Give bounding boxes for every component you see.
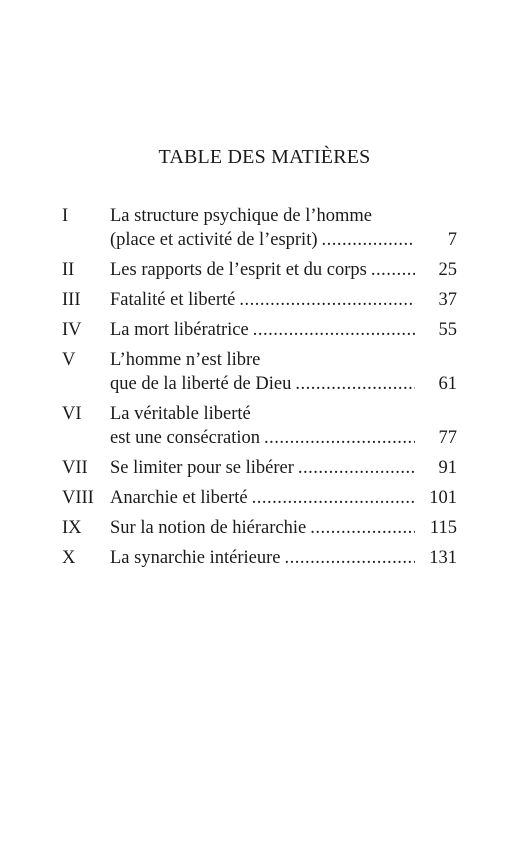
- chapter-title-line: La synarchie intérieure: [110, 548, 281, 568]
- chapter-title-block: [110, 486, 457, 510]
- chapter-title-final-line: [110, 516, 457, 540]
- toc-entry: [62, 204, 457, 252]
- chapter-title-line: (place et activité de l’esprit): [110, 230, 318, 250]
- chapter-numeral: VII: [62, 458, 88, 478]
- toc-entry: [62, 402, 457, 450]
- chapter-title-final-line: [110, 372, 457, 396]
- chapter-title-final-line: [110, 318, 457, 342]
- page-number: 55: [438, 320, 457, 340]
- chapter-numeral: VIII: [62, 488, 94, 508]
- page-number: 61: [438, 374, 457, 394]
- chapter-title-line: Se limiter pour se libérer: [110, 458, 294, 478]
- page-number: 131: [429, 548, 457, 568]
- chapter-numeral: II: [62, 260, 75, 280]
- chapter-title-final-line: [110, 426, 457, 450]
- chapter-title-block: [110, 258, 457, 282]
- chapter-title-final-line: [110, 546, 457, 570]
- toc-entry: [62, 516, 457, 540]
- toc-entry: [62, 288, 457, 312]
- chapter-title-final-line: [110, 486, 457, 510]
- page-title: TABLE DES MATIÈRES: [158, 146, 371, 168]
- dot-leader: [322, 228, 415, 252]
- table-of-contents: [62, 204, 457, 576]
- chapter-title-line: Sur la notion de hiérarchie: [110, 518, 307, 538]
- chapter-title-line: que de la liberté de Dieu: [110, 374, 292, 394]
- toc-entry: [62, 546, 457, 570]
- toc-entry: [62, 348, 457, 396]
- chapter-numeral: VI: [62, 404, 82, 424]
- chapter-title-final-line: [110, 456, 457, 480]
- chapter-title-block: [110, 402, 457, 450]
- dot-leader: [298, 456, 415, 480]
- chapter-title-block: [110, 204, 457, 252]
- dot-leader: [285, 546, 415, 570]
- chapter-title-block: [110, 348, 457, 396]
- dot-leader: [252, 486, 415, 510]
- dot-leader: [239, 288, 415, 312]
- dot-leader: [253, 318, 415, 342]
- chapter-title-line: Anarchie et liberté: [110, 488, 248, 508]
- chapter-title-block: [110, 318, 457, 342]
- chapter-title-line: est une consécration: [110, 428, 260, 448]
- dot-leader: [371, 258, 415, 282]
- page-number: 115: [429, 518, 457, 538]
- page-number: 25: [438, 260, 457, 280]
- chapter-title-line: La structure psychique de l’homme: [110, 206, 372, 226]
- page-number: 91: [438, 458, 457, 478]
- chapter-numeral: IV: [62, 320, 82, 340]
- chapter-title-block: [110, 516, 457, 540]
- page-number: 7: [447, 230, 457, 250]
- chapter-title-block: [110, 456, 457, 480]
- chapter-title-line: La mort libératrice: [110, 320, 249, 340]
- chapter-title-final-line: [110, 228, 457, 252]
- dot-leader: [310, 516, 415, 540]
- chapter-numeral: X: [62, 548, 76, 568]
- toc-entry: [62, 258, 457, 282]
- chapter-title-block: [110, 546, 457, 570]
- chapter-title-final-line: [110, 258, 457, 282]
- page-number: 37: [438, 290, 457, 310]
- toc-entry: [62, 318, 457, 342]
- page-number: 101: [429, 488, 457, 508]
- dot-leader: [295, 372, 415, 396]
- toc-entry: [62, 486, 457, 510]
- chapter-numeral: I: [62, 206, 69, 226]
- chapter-title-line: Fatalité et liberté: [110, 290, 236, 310]
- page-number: 77: [438, 428, 457, 448]
- chapter-title-line: Les rapports de l’esprit et du corps: [110, 260, 367, 280]
- chapter-numeral: IX: [62, 518, 82, 538]
- chapter-title-line: L’homme n’est libre: [110, 350, 261, 370]
- chapter-title-block: [110, 288, 457, 312]
- chapter-numeral: V: [62, 350, 76, 370]
- chapter-title-final-line: [110, 288, 457, 312]
- dot-leader: [264, 426, 415, 450]
- chapter-numeral: III: [62, 290, 81, 310]
- toc-entry: [62, 456, 457, 480]
- chapter-title-line: La véritable liberté: [110, 404, 251, 424]
